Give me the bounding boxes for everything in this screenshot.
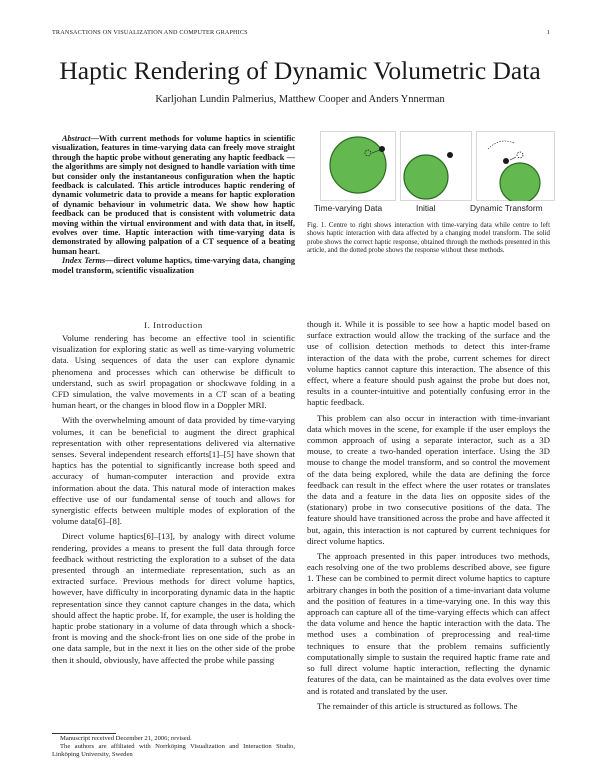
figure-panel-dynamic-transform: [476, 131, 555, 201]
intro-paragraph: The remainder of this article is structured as follows. The: [317, 700, 518, 711]
figure-label-time-varying: Time-varying Data: [314, 203, 383, 213]
figure-caption-text: Fig. 1. Centre to right shows interaction with time-varying data while centre to left shows haptic interaction with data affected by a changing model transform. The solid probe shows the correct haptic response, obtained through the methods presented in this article, and the dotted probe shows the response without these methods.: [307, 222, 550, 254]
intro-paragraph: though it. While it is possible to see how a haptic model based on surface extraction would allow the tracking of the surface and the use of collision detection methods to detect this inter-frame interaction of the data with the probe, current schemes for direct volume haptics cannot capture this interaction. The absence of this effect, where a feature should push against the probe but does not, results in a counter-intuitive and potentially confusing error in the haptic feedback.: [307, 319, 550, 408]
probe-correct-icon: [503, 158, 509, 164]
abstract-paragraph: Abstract—With current methods for volume haptics in scientific visualization, features in time-varying data can freely move straight through the haptic probe without generating any haptic feedback — the algorithms are simply not designed to handle variation with time but consider only the instantaneous configuration when the haptic feedback is calculated. This article introduces haptic rendering of dynamic volumetric data to provide a means for haptic exploration of dynamic behaviour in volumetric data. We show how haptic feedback can be produced that is consistent with volumetric data moving within the virtual environment and with data that, in itself, evolves over time. Haptic interaction with time-varying data is demonstrated by allowing palpation of a CT sequence of a beating human heart.: [52, 134, 295, 256]
volume-feature-shape: [404, 155, 448, 199]
footnote-affiliation: The authors are affiliated with Norrköping Visualization and Interaction Studio, Linköping University, Sweden: [52, 743, 295, 758]
intro-paragraph: This problem can also occur in interaction with time-invariant data which moves in the scene, for example if the user employs the common approach of using a separate interactor, such as a 3D mouse, to create a two-handed operation interface. Using the 3D mouse to change the model transform, and so control the movement of the data being explored, while the data are defining the force feedback can result in the effect where the user rotates or translates the data and a feature in the data lies on opposite sides of the (stationary) probe in two consecutive positions of the data. The feature should have transitioned across the probe and have affected it but, again, this interaction is not captured by current techniques for direct volume haptics.: [307, 412, 550, 546]
paper-authors: Karljohan Lundin Palmerius, Matthew Cooper and Anders Ynnerman: [155, 94, 445, 105]
figure-label-dynamic-transform: Dynamic Transform: [470, 203, 543, 213]
figure-label-initial: Initial: [416, 203, 436, 213]
probe-icon: [447, 152, 453, 158]
intro-paragraph: Volume rendering has become an effective tool in scientific visualization for exploring static as well as time-varying volumetric data. Using sequences of data the user can explore dynamic phenomena and processes which can otherwise be difficult to understand, such as swirl propagation or shockwave folding in a CFD simulation, the valve movements in a CT scan of a beating human heart, or the changes in blood flow in a Doppler MRI.: [52, 333, 295, 411]
page-number: 1: [546, 29, 550, 36]
footnotes: [52, 735, 295, 759]
index-terms-text: direct volume haptics, time-varying data, changing model transform, scientific visualization: [52, 256, 295, 275]
journal-name: TRANSACTIONS ON VISUALIZATION AND COMPUTER GRAPHICS: [52, 29, 248, 36]
abstract-label: Abstract: [62, 134, 91, 143]
index-terms-paragraph: Index Terms—direct volume haptics, time-varying data, changing model transform, scientific visualization: [52, 256, 295, 275]
volume-feature-shape: [500, 163, 540, 201]
section-heading: I. Introduction: [144, 320, 203, 330]
figure-1: [314, 131, 555, 215]
intro-paragraph: The approach presented in this paper introduces two methods, each resolving one of the two problems described above, see figure 1. These can be combined to permit direct volume haptics to capture arbitrary changes in both the position of a time-invariant data volume and the position of features in a time-varying one. In this way this approach can capture all of the time-varying effects which can affect the data volume and hence the haptic interaction with the data. The method uses a combination of preprocessing and real-time techniques to ensure that the problem remains sufficiently computationally simple to sustain the required haptic frame rate and so full direct volume haptic interaction, reflecting the dynamic features of the data, can be maintained as the data evolves over time and is rotated and translated by the user.: [307, 551, 550, 696]
footnote-manuscript: Manuscript received December 21, 2006; revised.: [60, 735, 192, 742]
running-head: [52, 29, 550, 36]
footnote-rule: [52, 733, 116, 734]
figure-panel-time-varying: [320, 131, 396, 201]
intro-right-column: [307, 319, 550, 716]
intro-left-column: [52, 333, 295, 670]
abstract-text: With current methods for volume haptics in scientific visualization, features in time-varying data can freely move straight through the haptic probe without generating any haptic feedback — the algorithms are simply not designed to handle variation with time but consider only the instantaneous configuration when the haptic feedback is calculated. This article introduces haptic rendering of dynamic volumetric data to provide a means for haptic exploration of dynamic behaviour in volumetric data. We show how haptic feedback can be produced that is consistent with volumetric data moving within the virtual environment and with data that, in itself, evolves over time. Haptic interaction with time-varying data is demonstrated by allowing palpation of a CT sequence of a beating human heart.: [52, 134, 295, 256]
intro-paragraph: Direct volume haptics[6]–[13], by analogy with direct volume rendering, provides a means to present the full data through force feedback without restricting the exploration to a subset of the data presented through an intermediate representation, such as an extracted surface. Previous methods for direct volume haptics, however, have difficulty in incorporating dynamic data in the haptic representation since they cannot capture changes in the data, which should affect the haptic probe. If, for example, the user is holding the haptic probe stationary in a volume of data through which a shock-front is moving and the shock-front lies on one side of the probe in one data sample, but in the next it lies on the other side of the probe then it should, obviously, have affected the probe while passing: [52, 531, 295, 665]
volume-feature-shape: [330, 137, 386, 193]
probe-correct-icon: [379, 146, 385, 152]
figure-panel-initial: [400, 131, 472, 201]
paper-title: Haptic Rendering of Dynamic Volumetric Data: [59, 56, 541, 85]
intro-paragraph: With the overwhelming amount of data provided by time-varying volumes, it can be beneficial to augment the direct graphical representation with other representations delivered via alternative senses. Several independent research efforts[1]–[5] have shown that haptics has the potential to significantly increase both speed and accuracy of human-computer interaction and provide extra information about the data. This natural mode of interaction makes effective use of our fundamental sense of touch and allows for synergistic effects between multiple modes of exploration of the volume data[6]–[8].: [52, 415, 295, 527]
figure-caption: [307, 222, 550, 255]
abstract: [52, 134, 295, 275]
index-terms-label: Index Terms: [62, 256, 106, 266]
